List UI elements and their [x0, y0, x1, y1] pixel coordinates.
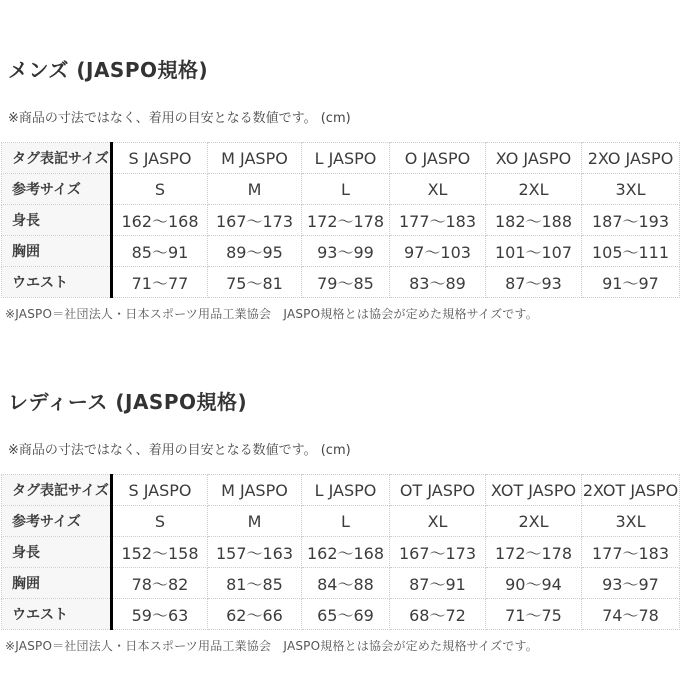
- size-value-cell: 157〜163: [208, 537, 302, 568]
- ladies-measurement-note: ※商品の寸法ではなく、着用の目安となる数値です。 (cm): [8, 443, 351, 458]
- size-value-cell: 177〜183: [390, 205, 486, 236]
- size-value-cell: 83〜89: [390, 267, 486, 298]
- size-value-cell: 90〜94: [486, 568, 582, 599]
- ladies-jaspo-footnote: ※JASPO＝社団法人・日本スポーツ用品工業協会 JASPO規格とは協会が定めた規格サイズです。: [5, 639, 538, 653]
- table-row: [2, 267, 680, 298]
- size-value-cell: 84〜88: [302, 568, 390, 599]
- row-header: ウエスト: [2, 267, 112, 298]
- row-header: 参考サイズ: [2, 174, 112, 205]
- size-value-cell: 172〜178: [302, 205, 390, 236]
- table-row: [2, 599, 680, 630]
- size-value-cell: 2XL: [486, 174, 582, 205]
- table-row: [2, 568, 680, 599]
- size-value-cell: 78〜82: [112, 568, 208, 599]
- table-row: [2, 205, 680, 236]
- row-header: 参考サイズ: [2, 506, 112, 537]
- size-value-cell: 97〜103: [390, 236, 486, 267]
- size-value-cell: L: [302, 174, 390, 205]
- size-value-cell: XL: [390, 506, 486, 537]
- size-value-cell: 187〜193: [582, 205, 680, 236]
- size-value-cell: M: [208, 506, 302, 537]
- mens-size-section: [1, 54, 679, 322]
- table-row: [2, 537, 680, 568]
- column-header-cell: XOT JASPO: [486, 475, 582, 506]
- size-value-cell: 177〜183: [582, 537, 680, 568]
- ladies-section-title: レディース (JASPO規格): [8, 390, 248, 414]
- size-value-cell: 167〜173: [390, 537, 486, 568]
- row-header: 胸囲: [2, 568, 112, 599]
- size-value-cell: 162〜168: [112, 205, 208, 236]
- size-value-cell: 74〜78: [582, 599, 680, 630]
- table-row: [2, 174, 680, 205]
- size-value-cell: S: [112, 174, 208, 205]
- row-header: タグ表記サイズ: [2, 143, 112, 174]
- size-value-cell: 68〜72: [390, 599, 486, 630]
- column-header-cell: M JASPO: [208, 475, 302, 506]
- size-value-cell: 87〜91: [390, 568, 486, 599]
- size-value-cell: 3XL: [582, 506, 680, 537]
- size-value-cell: 65〜69: [302, 599, 390, 630]
- size-value-cell: 62〜66: [208, 599, 302, 630]
- size-value-cell: M: [208, 174, 302, 205]
- mens-section-title: メンズ (JASPO規格): [8, 58, 209, 82]
- size-value-cell: 167〜173: [208, 205, 302, 236]
- size-value-cell: 182〜188: [486, 205, 582, 236]
- column-header-cell: 2XOT JASPO: [582, 475, 680, 506]
- size-value-cell: XL: [390, 174, 486, 205]
- size-value-cell: 91〜97: [582, 267, 680, 298]
- size-value-cell: 89〜95: [208, 236, 302, 267]
- column-header-cell: S JASPO: [112, 475, 208, 506]
- size-value-cell: 152〜158: [112, 537, 208, 568]
- row-header: 身長: [2, 205, 112, 236]
- size-value-cell: 105〜111: [582, 236, 680, 267]
- table-row: [2, 506, 680, 537]
- size-value-cell: 101〜107: [486, 236, 582, 267]
- mens-size-table: [1, 142, 680, 298]
- table-row: [2, 475, 680, 506]
- size-value-cell: 71〜75: [486, 599, 582, 630]
- size-value-cell: S: [112, 506, 208, 537]
- column-header-cell: 2XO JASPO: [582, 143, 680, 174]
- column-header-cell: L JASPO: [302, 475, 390, 506]
- column-header-cell: XO JASPO: [486, 143, 582, 174]
- size-value-cell: 85〜91: [112, 236, 208, 267]
- column-header-cell: S JASPO: [112, 143, 208, 174]
- column-header-cell: OT JASPO: [390, 475, 486, 506]
- table-row: [2, 143, 680, 174]
- size-value-cell: 59〜63: [112, 599, 208, 630]
- size-value-cell: 71〜77: [112, 267, 208, 298]
- size-value-cell: 81〜85: [208, 568, 302, 599]
- mens-measurement-note: ※商品の寸法ではなく、着用の目安となる数値です。 (cm): [8, 111, 351, 126]
- ladies-size-table: [1, 474, 680, 630]
- row-header: ウエスト: [2, 599, 112, 630]
- size-value-cell: 93〜97: [582, 568, 680, 599]
- size-value-cell: 93〜99: [302, 236, 390, 267]
- size-value-cell: 79〜85: [302, 267, 390, 298]
- size-value-cell: 75〜81: [208, 267, 302, 298]
- column-header-cell: O JASPO: [390, 143, 486, 174]
- table-row: [2, 236, 680, 267]
- row-header: 身長: [2, 537, 112, 568]
- size-value-cell: 87〜93: [486, 267, 582, 298]
- size-value-cell: 172〜178: [486, 537, 582, 568]
- ladies-size-section: [1, 386, 679, 654]
- mens-jaspo-footnote: ※JASPO＝社団法人・日本スポーツ用品工業協会 JASPO規格とは協会が定めた規格サイズです。: [5, 307, 538, 321]
- size-value-cell: 2XL: [486, 506, 582, 537]
- row-header: 胸囲: [2, 236, 112, 267]
- size-value-cell: 162〜168: [302, 537, 390, 568]
- size-value-cell: L: [302, 506, 390, 537]
- column-header-cell: L JASPO: [302, 143, 390, 174]
- size-value-cell: 3XL: [582, 174, 680, 205]
- column-header-cell: M JASPO: [208, 143, 302, 174]
- row-header: タグ表記サイズ: [2, 475, 112, 506]
